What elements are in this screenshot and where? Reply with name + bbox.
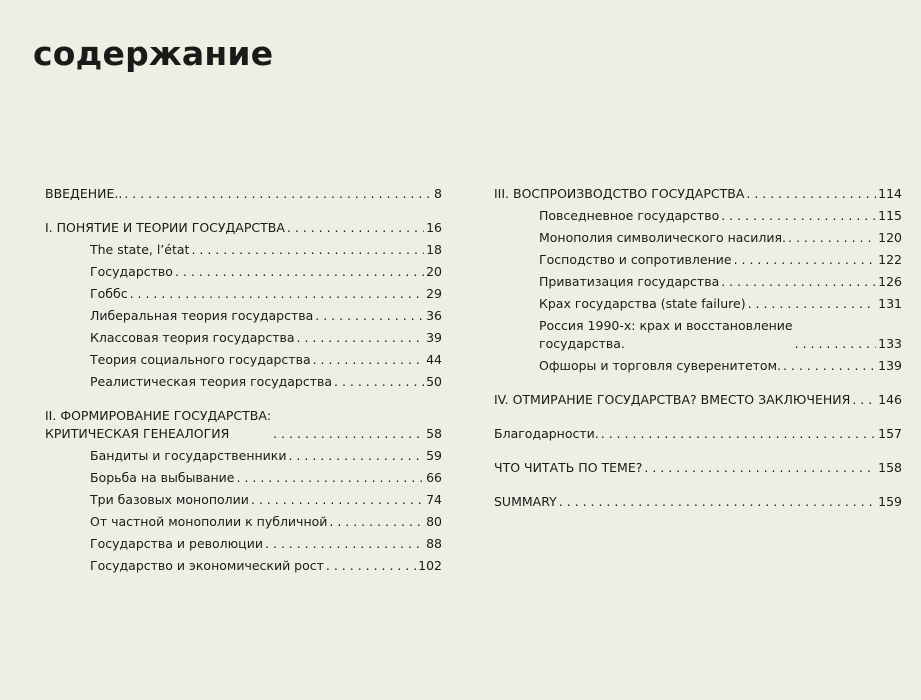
toc-page-number: 157 — [878, 426, 902, 441]
toc-entry-label: The state, l’état — [90, 242, 190, 257]
dot-leader — [559, 493, 876, 511]
toc-entry-label: Офшоры и торговля суверенитетом. — [539, 358, 781, 373]
toc-entry-label: Теория социального государства — [90, 352, 311, 367]
toc-entry-label: Реалистическая теория государства — [90, 374, 333, 389]
toc-subsection-entry[interactable] — [494, 207, 902, 225]
toc-entry-label: Борьба на выбывание — [90, 470, 235, 485]
toc-section-entry[interactable] — [494, 391, 902, 409]
dot-leader — [251, 491, 424, 509]
dot-leader — [601, 425, 876, 443]
toc-page-number: 66 — [426, 470, 442, 485]
dot-leader — [326, 557, 416, 575]
toc-page-number: 131 — [878, 296, 902, 311]
dot-leader — [783, 357, 876, 375]
toc-entry-label: Повседневное государство — [539, 208, 720, 223]
toc-entry-label: Три базовых монополии — [90, 492, 249, 507]
dot-leader — [721, 273, 876, 291]
toc-subsection-entry[interactable] — [494, 273, 902, 291]
toc-section-entry[interactable] — [494, 493, 902, 511]
toc-subsection-entry[interactable] — [45, 447, 442, 465]
toc-entry-label: От частной монополии к публичной — [90, 514, 328, 529]
toc-page-number: 16 — [426, 220, 442, 235]
toc-entry-label: Россия 1990-х: крах и восстановление государства. — [539, 318, 793, 351]
toc-entry-label: IV. ОТМИРАНИЕ ГОСУДАРСТВА? ВМЕСТО ЗАКЛЮЧЕНИЯ — [494, 392, 851, 407]
toc-entry-label: III. ВОСПРОИЗВОДСТВО ГОСУДАРСТВА — [494, 186, 745, 201]
toc-subsection-entry[interactable] — [45, 557, 442, 575]
toc-entry-label: SUMMARY — [494, 494, 557, 509]
toc-page-number: 59 — [426, 448, 442, 463]
toc-subsection-entry[interactable] — [45, 373, 442, 391]
dot-leader — [315, 307, 424, 325]
toc-page-number: 50 — [426, 374, 442, 389]
dot-leader — [288, 447, 424, 465]
dot-leader — [721, 207, 876, 225]
toc-page-number: 102 — [418, 558, 442, 573]
toc-entry-label: I. ПОНЯТИЕ И ТЕОРИИ ГОСУДАРСТВА — [45, 220, 285, 235]
toc-subsection-entry[interactable] — [45, 491, 442, 509]
toc-page-number: 58 — [426, 426, 442, 441]
toc-entry-label: II. ФОРМИРОВАНИЕ ГОСУДАРСТВА: КРИТИЧЕСКАЯ ГЕНЕАЛОГИЯ — [45, 408, 272, 441]
toc-page-number: 146 — [878, 392, 902, 407]
toc-page-number: 88 — [426, 536, 442, 551]
toc-subsection-entry[interactable] — [45, 513, 442, 531]
toc-page-number: 126 — [878, 274, 902, 289]
toc-section-entry[interactable] — [494, 425, 902, 443]
toc-subsection-entry[interactable] — [494, 317, 902, 353]
dot-leader — [124, 185, 432, 203]
toc-page-number: 133 — [878, 336, 902, 351]
toc-entry-label: Бандиты и государственники — [90, 448, 287, 463]
toc-subsection-entry[interactable] — [494, 357, 902, 375]
toc-page-number: 29 — [426, 286, 442, 301]
toc-page-number: 18 — [426, 242, 442, 257]
toc-subsection-entry[interactable] — [45, 469, 442, 487]
toc-subsection-entry[interactable] — [45, 285, 442, 303]
dot-leader — [644, 459, 876, 477]
toc-section-entry[interactable] — [45, 219, 442, 237]
toc-entry-label: Монополия символического насилия. — [539, 230, 787, 245]
toc-page-number: 114 — [878, 186, 902, 201]
toc-subsection-entry[interactable] — [45, 263, 442, 281]
toc-subsection-entry[interactable] — [45, 307, 442, 325]
toc-section-entry[interactable] — [45, 407, 442, 443]
toc-entry-label: Государство и экономический рост — [90, 558, 324, 573]
dot-leader — [852, 391, 876, 409]
dot-leader — [297, 329, 425, 347]
dot-leader — [287, 219, 424, 237]
toc-subsection-entry[interactable] — [45, 329, 442, 347]
dot-leader — [273, 425, 424, 443]
toc-subsection-entry[interactable] — [45, 535, 442, 553]
toc-entry-label: Гоббс — [90, 286, 128, 301]
toc-section-entry[interactable] — [494, 185, 902, 203]
dot-leader — [788, 229, 876, 247]
toc-entry-label: ЧТО ЧИТАТЬ ПО ТЕМЕ? — [494, 460, 643, 475]
toc-page-number: 159 — [878, 494, 902, 509]
toc-left-column — [45, 185, 442, 575]
toc-section-entry[interactable] — [494, 459, 902, 477]
toc-entry-label: Либеральная теория государства — [90, 308, 314, 323]
toc-page-number: 20 — [426, 264, 442, 279]
dot-leader — [191, 241, 424, 259]
dot-leader — [734, 251, 877, 269]
toc-entry-label: ВВЕДЕНИЕ.. — [45, 186, 123, 201]
toc-page-number: 120 — [878, 230, 902, 245]
dot-leader — [175, 263, 424, 281]
dot-leader — [313, 351, 424, 369]
toc-entry-label: Государство — [90, 264, 173, 279]
toc-section-entry[interactable] — [45, 185, 442, 203]
toc-page-number: 36 — [426, 308, 442, 323]
toc-subsection-entry[interactable] — [494, 229, 902, 247]
dot-leader — [748, 295, 877, 313]
dot-leader — [130, 285, 425, 303]
toc-page-number: 8 — [434, 186, 442, 201]
toc-subsection-entry[interactable] — [45, 241, 442, 259]
toc-entry-label: Приватизация государства — [539, 274, 720, 289]
page-title: содержание — [33, 34, 274, 73]
toc-page-number: 44 — [426, 352, 442, 367]
toc-page-number: 115 — [878, 208, 902, 223]
toc-page-number: 122 — [878, 252, 902, 267]
dot-leader — [329, 513, 424, 531]
dot-leader — [265, 535, 424, 553]
toc-page-number: 158 — [878, 460, 902, 475]
toc-entry-label: Крах государства (state failure) — [539, 296, 746, 311]
dot-leader — [795, 335, 877, 353]
toc-page-number: 139 — [878, 358, 902, 373]
toc-page-number: 39 — [426, 330, 442, 345]
toc-subsection-entry[interactable] — [494, 251, 902, 269]
toc-subsection-entry[interactable] — [494, 295, 902, 313]
toc-right-column — [494, 185, 902, 511]
toc-entry-label: Классовая теория государства — [90, 330, 295, 345]
dot-leader — [746, 185, 876, 203]
toc-entry-label: Господство и сопротивление — [539, 252, 732, 267]
toc-entry-label: Государства и революции — [90, 536, 263, 551]
toc-entry-label: Благодарности. — [494, 426, 599, 441]
dot-leader — [237, 469, 425, 487]
toc-subsection-entry[interactable] — [45, 351, 442, 369]
dot-leader — [334, 373, 424, 391]
toc-page-number: 74 — [426, 492, 442, 507]
toc-page-number: 80 — [426, 514, 442, 529]
